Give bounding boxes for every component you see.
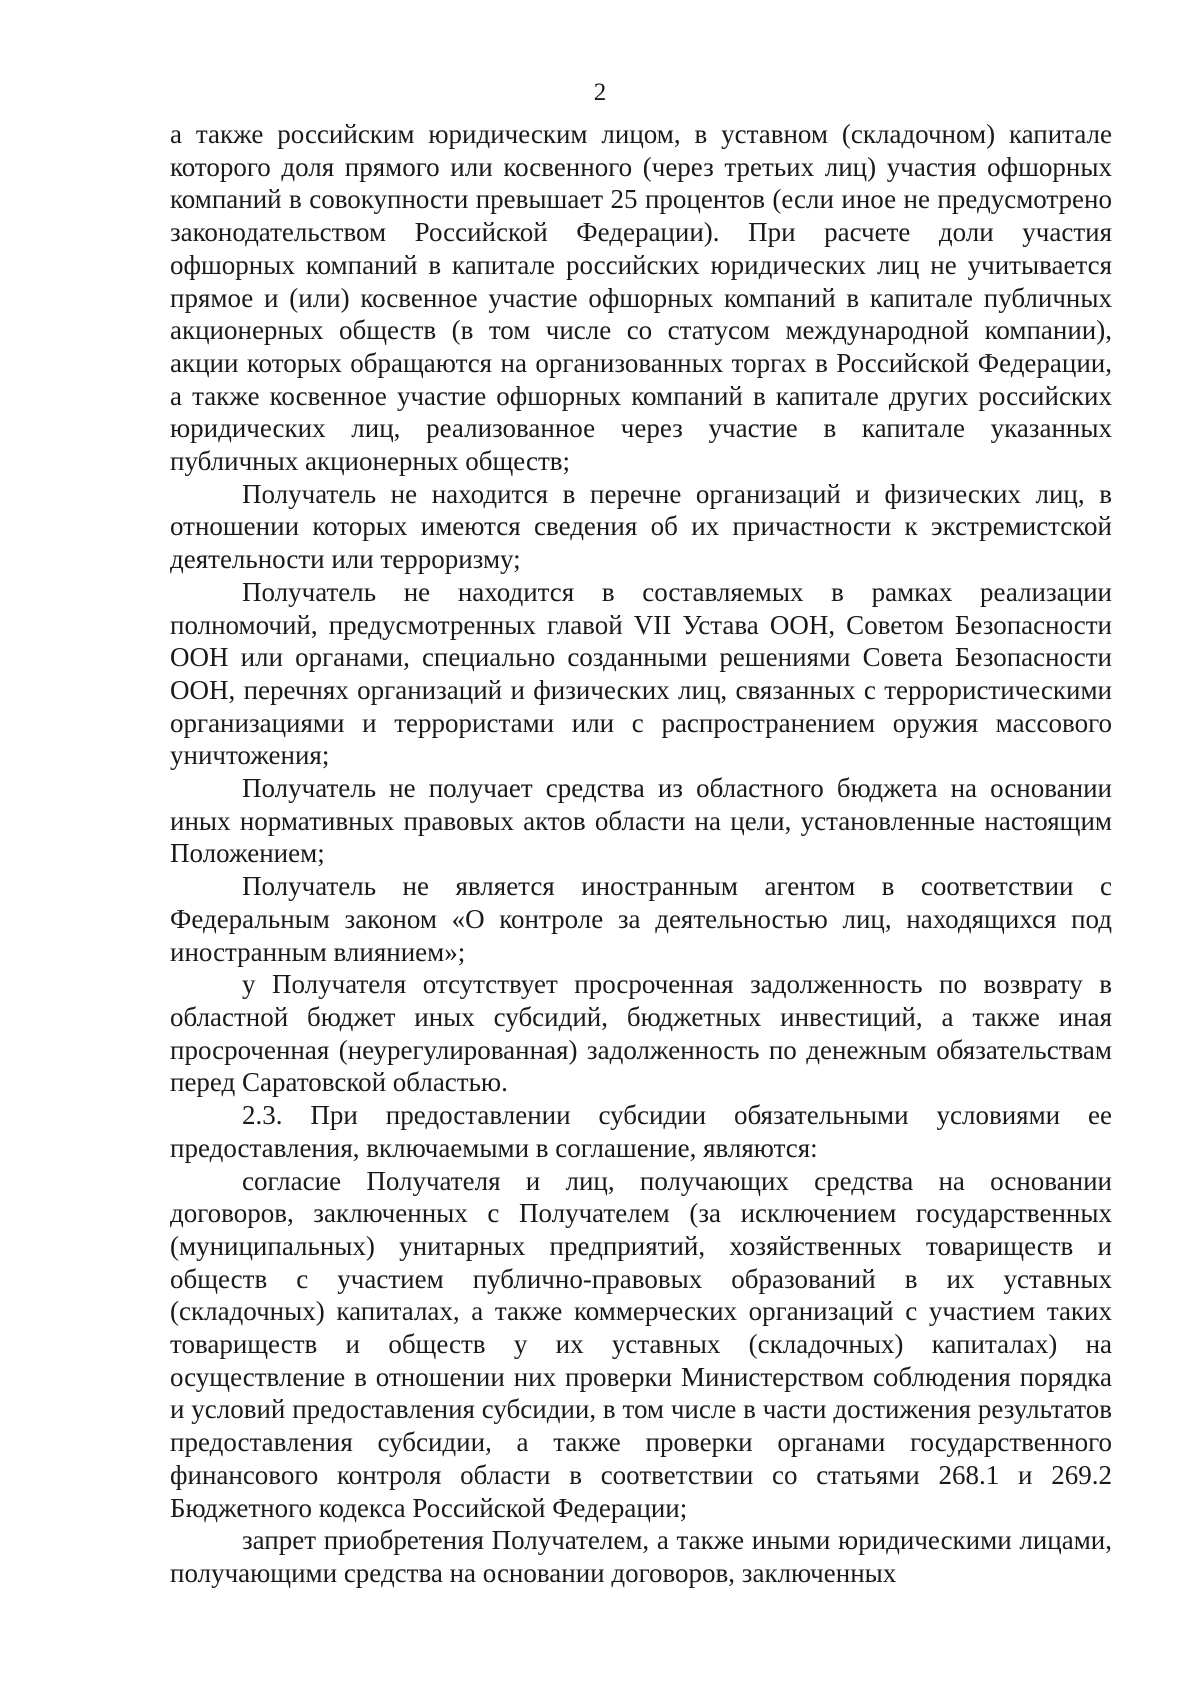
paragraph-no-other-funds: Получатель не получает средства из областного бюджета на основании иных нормативных правовых актов области на цели, установленные настоящим Положением; — [170, 773, 1112, 869]
paragraph-un-security-council: Получатель не находится в составляемых в рамках реализации полномочий, предусмотренных главой VII Устава ООН, Советом Безопасности ООН или органами, специально созданными решениями Совета Безопасности ООН, перечнях организаций и физических лиц, связанных с террористическими организациями и террористами или с распространением оружия массового уничтожения; — [170, 576, 1112, 771]
paragraph-section-2-3: 2.3. При предоставлении субсидии обязательными условиями ее предоставления, включаемыми в соглашение, являются: — [170, 1100, 1112, 1163]
paragraph-extremism-list: Получатель не находится в перечне организаций и физических лиц, в отношении которых имеются сведения об их причастности к экстремистской деятельности или терроризму; — [170, 478, 1112, 575]
document-body — [170, 118, 1112, 1590]
paragraph-acquisition-ban: запрет приобретения Получателем, а также иными юридическими лицами, получающими средства на основании договоров, заключенных — [170, 1525, 1112, 1588]
paragraph-offshore-companies: а также российским юридическим лицом, в уставном (складочном) капитале которого доля прямого или косвенного (через третьих лиц) участия офшорных компаний в совокупности превышает 25 процентов (если иное не предусмотрено законодательством Российской Федерации). При расчете доли участия офшорных компаний в капитале российских юридических лиц не учитывается прямое и (или) косвенное участие офшорных компаний в капитале публичных акционерных обществ (в том числе со статусом международной компании), акции которых обращаются на организованных торгах в Российской Федерации, а также косвенное участие офшорных компаний в капитале других российских юридических лиц, реализованное через участие в капитале указанных публичных акционерных обществ; — [170, 119, 1112, 477]
paragraph-overdue-debt: у Получателя отсутствует просроченная задолженность по возврату в областной бюджет иных субсидий, бюджетных инвестиций, а также иная просроченная (неурегулированная) задолженность по денежным обязательствам перед Саратовской областью. — [170, 969, 1112, 1098]
paragraph-foreign-agent: Получатель не является иностранным агентом в соответствии с Федеральным законом «О контроле за деятельностью лиц, находящихся под иностранным влиянием»; — [170, 871, 1112, 967]
paragraph-consent-inspection: согласие Получателя и лиц, получающих средства на основании договоров, заключенных с Получателем (за исключением государственных (муниципальных) унитарных предприятий, хозяйственных товариществ и обществ с участием публично-правовых образований в их уставных (складочных) капиталах, а также коммерческих организаций с участием таких товариществ и обществ у их уставных (складочных) капиталах) на осуществление в отношении них проверки Министерством соблюдения порядка и условий предоставления субсидии, в том числе в части достижения результатов предоставления субсидии, а также проверки органами государственного финансового контроля области в соответствии со статьями 268.1 и 269.2 Бюджетного кодекса Российской Федерации; — [170, 1165, 1112, 1523]
page-number: 2 — [593, 79, 607, 106]
